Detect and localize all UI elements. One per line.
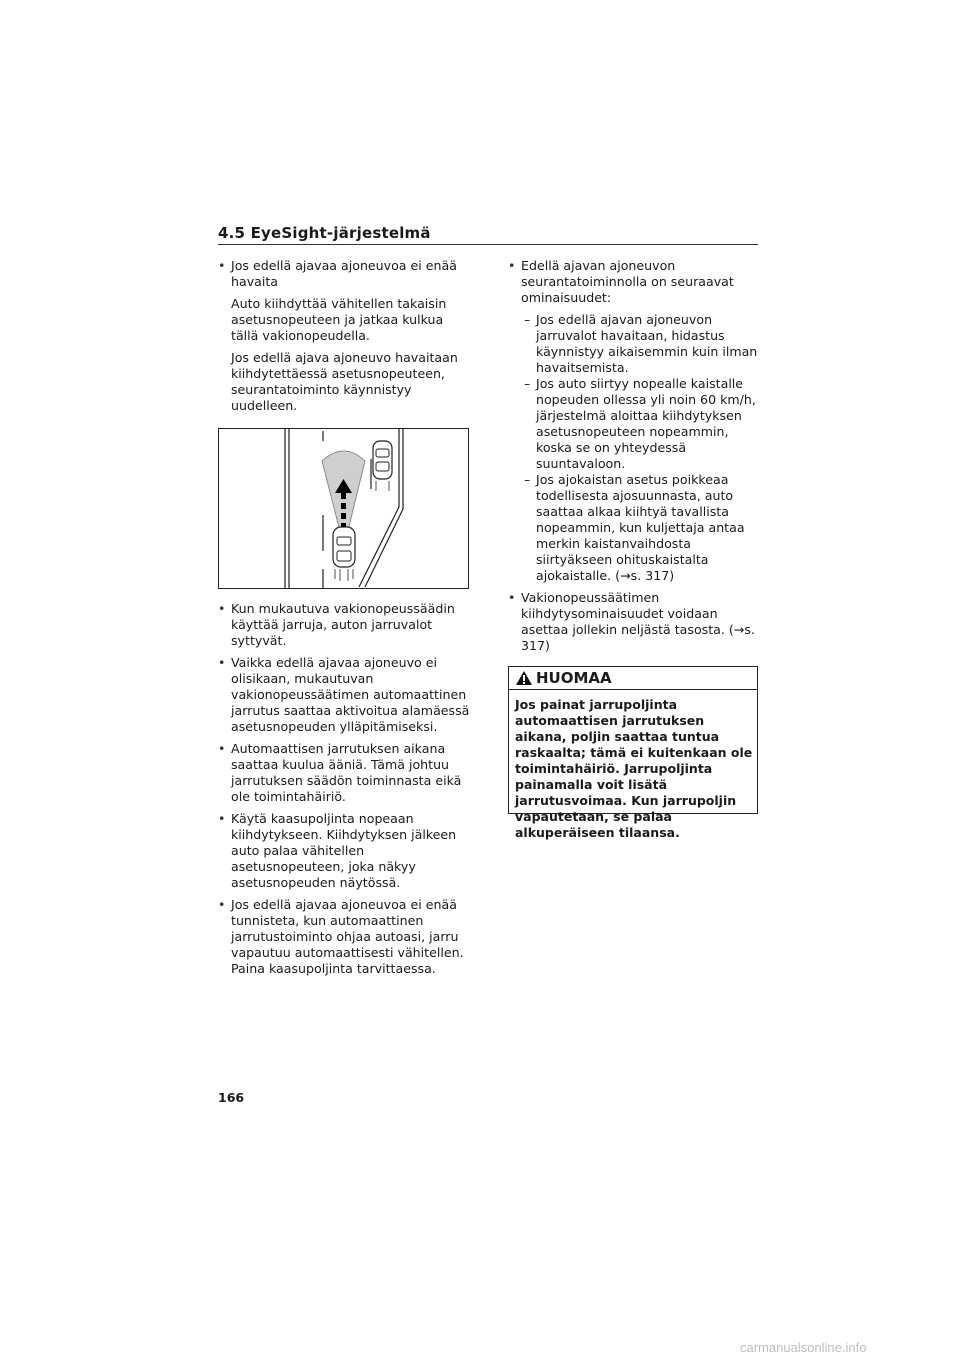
page-number: 166	[218, 1090, 245, 1105]
notice-title: HUOMAA	[536, 669, 612, 687]
bullet-item: • Jos edellä ajavaa ajoneuvoa ei enää tunnisteta, kun automaattinen jarrutustoiminto ohjaa autoasi, jarru vapautuu automaattisesti vähitellen. Paina kaasupoljinta tarvittaessa.	[218, 897, 473, 977]
left-column-bottom	[218, 601, 473, 983]
paragraph: Auto kiihdyttää vähitellen takaisin asetusnopeuteen ja jatkaa kulkua tällä vakionopeudella.	[231, 296, 447, 343]
warning-icon	[515, 670, 533, 686]
bullet-item: • Vakionopeussäätimen kiihdytysominaisuudet voidaan asettaa jollekin neljästä tasosta. (→s. 317)	[508, 590, 758, 654]
left-column-top	[218, 258, 473, 420]
sub-list-item: – Jos ajokaistan asetus poikkeaa todellisesta ajosuunnasta, auto saattaa alkaa kiihtyä tavallista nopeammin, kun kuljettaja antaa merkin kaistanvaihdosta siirtyäkseen ohituskaistalta ajokaistalle. (→s. 317)	[508, 472, 758, 584]
sub-list	[508, 312, 758, 584]
road-scene-drawing	[219, 429, 468, 588]
section-header: 4.5 EyeSight-järjestelmä	[218, 224, 431, 242]
right-column	[508, 258, 758, 660]
bullet-item: • Jos edellä ajavaa ajoneuvoa ei enää havaita	[218, 258, 473, 290]
section-divider	[218, 244, 758, 245]
sub-list-item: – Jos edellä ajavan ajoneuvon jarruvalot havaitaan, hidastus käynnistyy aikaisemmin kuin ilman havaitsemista.	[508, 312, 758, 376]
bullet-item: • Käytä kaasupoljinta nopeaan kiihdytykseen. Kiihdytyksen jälkeen auto palaa vähitellen asetusnopeuteen, joka näkyy asetusnopeuden näytössä.	[218, 811, 473, 891]
bullet-item: • Vaikka edellä ajavaa ajoneuvo ei olisikaan, mukautuvan vakionopeussäätimen automaattinen jarrutus saattaa aktivoitua alamäessä asetusnopeuden ylläpitämiseksi.	[218, 655, 473, 735]
paragraph: Jos edellä ajava ajoneuvo havaitaan kiihdytettäessä asetusnopeuteen, seurantatoiminto käynnistyy uudelleen.	[231, 350, 458, 413]
adaptive-cruise-illustration	[218, 428, 469, 589]
bullet-item: • Edellä ajavan ajoneuvon seurantatoiminnolla on seuraavat ominaisuudet:	[508, 258, 758, 306]
bullet-item: • Kun mukautuva vakionopeussäädin käyttää jarruja, auton jarruvalot syttyvät.	[218, 601, 473, 649]
bullet-item: • Automaattisen jarrutuksen aikana saattaa kuulua ääniä. Tämä johtuu jarrutuksen säädön toiminnasta eikä ole toimintahäiriö.	[218, 741, 473, 805]
sub-list-item: – Jos auto siirtyy nopealle kaistalle nopeuden ollessa yli noin 60 km/h, järjestelmä aloittaa kiihdytyksen asetusnopeuteen nopeammin, koska se on yhteydessä suuntavaloon.	[508, 376, 758, 472]
watermark: carmanualsonline.info	[740, 1340, 867, 1355]
notice-box	[508, 666, 758, 840]
notice-text: Jos painat jarrupoljinta automaattisen jarrutuksen aikana, poljin saattaa tuntua raskaalta; tämä ei kuitenkaan ole toimintahäiriö. Jarrupoljinta painamalla voit lisätä jarrutusvoimaa. Kun jarrupoljin vapautetaan, se palaa alkuperäiseen tilaansa.	[515, 697, 753, 840]
notice-header	[509, 667, 757, 690]
